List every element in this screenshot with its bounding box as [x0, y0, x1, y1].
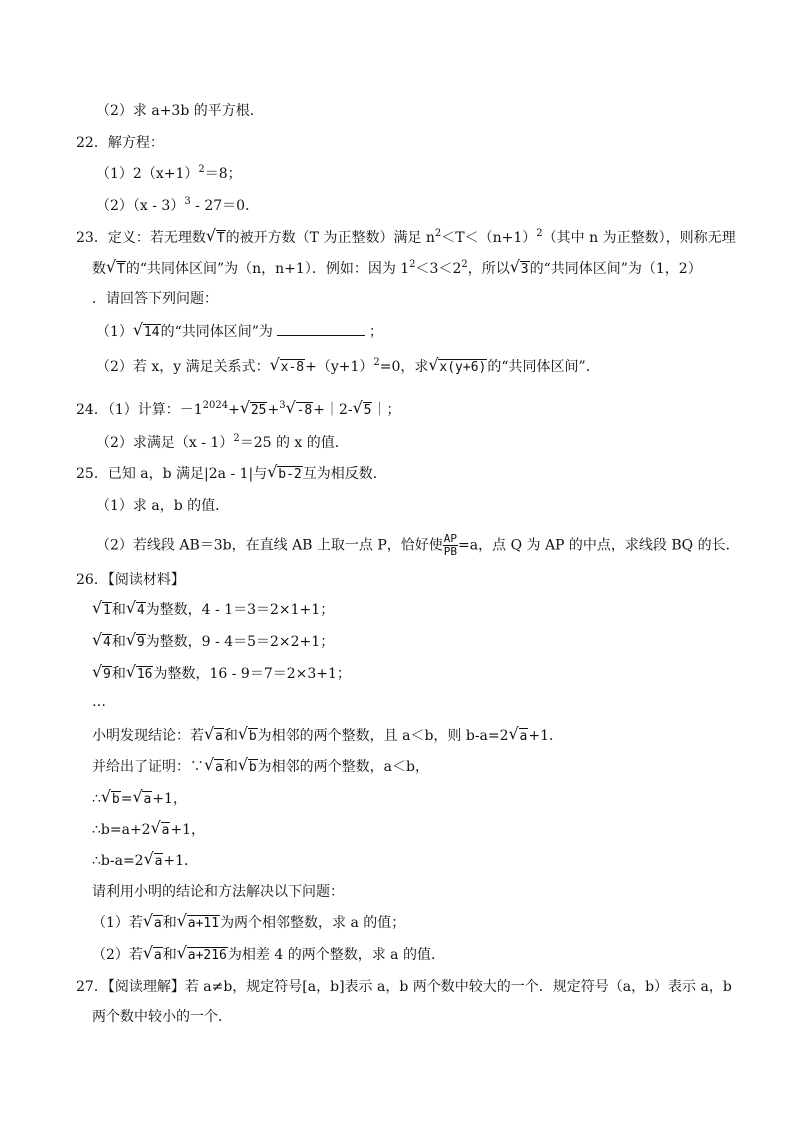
radical: √ 25 [241, 401, 268, 421]
radical: √ 14 [134, 323, 161, 343]
q26-title: 26．【阅读材料】 [76, 572, 185, 588]
q26-material-2: √ 4和√ 9为整数，9 - 4＝5＝2×2+1； [92, 632, 334, 653]
q23-part1: （1）√ 14的“共同体区间”为 ； [96, 321, 383, 343]
answer-blank [277, 321, 365, 336]
q24-part1: 24．（1）计算：$-1^{2024}+√$ 25+$^3$√ -8+｜2-√ 5｜； [76, 400, 400, 422]
radical: √ a+11 [178, 914, 220, 934]
fraction-ap-pb: $\frac{AP}{PB}$ [443, 532, 458, 558]
radical: √ a [205, 727, 224, 747]
q26-conclusion: 小明发现结论：若√ a和√ b为相邻的两个整数，且 a＜b，则 b-a=2√ a+1． [92, 726, 563, 747]
radical: √ 4 [93, 633, 112, 653]
radical: √ 4 [127, 601, 146, 621]
q26-material-1: √ 1和√ 4为整数，4 - 1＝3＝2×1+1； [92, 600, 334, 621]
radical: √ a [510, 727, 529, 747]
radical: √ b [102, 790, 121, 810]
radical: √ a [133, 790, 152, 810]
radical: √ x-8 [271, 358, 305, 378]
q25-part1: （1）求 a，b 的值． [96, 498, 230, 514]
radical: √ a [145, 852, 164, 872]
q23-instruction: ．请回答下列问题： [92, 291, 218, 307]
cube-radical: √ -8 [287, 401, 314, 421]
radical: √ b-2 [268, 465, 302, 485]
q27-line1: 27．【阅读理解】若 a≠b，规定符号[a，b]表示 a，b 两个数中较大的一个．规定符号（a，b）表示 a，b [76, 979, 732, 995]
q24-part2: （2）求满足（x - 1）$^2$＝25 的 x 的值． [96, 433, 349, 451]
radical: √ T [107, 260, 126, 280]
radical: √ a [152, 821, 171, 841]
radical: √ a [205, 758, 224, 778]
q26-part2: （2）若√ a和√ a+216为相差 4 的两个整数，求 a 的值． [92, 945, 445, 966]
radical: √ 9 [127, 633, 146, 653]
q27-line2: 两个数中较小的一个． [92, 1009, 232, 1025]
q26-ellipsis: … [92, 694, 106, 710]
q23-definition-line2: 数√ T的“共同体区间”为（n，n+1）．例如：因为 $1^2<3<2^2$，所以√ 3的“共同体区间”为（1，2） [92, 259, 702, 281]
radical: √ 3 [511, 260, 530, 280]
q26-proof-step3: ∴b-a=2√ a+1． [92, 851, 198, 872]
q22-title: 22．解方程： [76, 135, 164, 151]
q25-title: 25．已知 a，b 满足|2a - 1|与√ b-2互为相反数． [76, 464, 387, 485]
radical: √ b [239, 758, 258, 778]
q26-material-3: √ 9和√ 16为整数，16 - 9＝7＝2×3+1； [92, 664, 351, 685]
q26-task: 请利用小明的结论和方法解决以下问题： [92, 884, 344, 900]
radical: √ a [144, 946, 163, 966]
radical: √ 16 [127, 665, 154, 685]
q22-part2: （2）（x - 3）$^3$ - 27＝0． [96, 196, 260, 214]
q26-proof-step1: ∴√ b=√ a+1， [92, 789, 187, 810]
radical: √ b [239, 727, 258, 747]
q26-part1: （1）若√ a和√ a+11为两个相邻整数，求 a 的值； [92, 913, 405, 934]
radical: √ 5 [354, 401, 373, 421]
radical: √ 9 [93, 665, 112, 685]
q26-proof-step2: ∴b=a+2√ a+1， [92, 820, 205, 841]
q22-part1: $(1)2(x+1)^2=8$； [96, 164, 242, 182]
radical: √ a+216 [178, 946, 228, 966]
q23-definition-line1: 23．定义：若无理数√ T的被开方数（T 为正整数）满足 $n^2<T<(n+1)^2$（其中 n 为正整数），则称无理 [76, 228, 736, 250]
radical: √ 1 [93, 601, 112, 621]
radical: √ T [207, 229, 226, 249]
q26-proof-intro: 并给出了证明：∵√ a和√ b为相邻的两个整数，a＜b， [92, 757, 429, 778]
q25-part2: （2）若线段 AB＝3b，在直线 AB 上取一点 P，恰好使 $\frac{AP}{PB}$ =a，点 Q 为 AP 的中点，求线段 BQ 的长． [96, 532, 740, 558]
q21-part2: （2）求 a+3b 的平方根． [96, 103, 264, 119]
q23-part2: （2）若 x，y 满足关系式：√ $x-8+(y+1)^2=0$，求√ x(y+6)的“共同体区间”． [96, 357, 600, 379]
radical: √ a [144, 914, 163, 934]
radical: √ x(y+6) [429, 358, 487, 378]
